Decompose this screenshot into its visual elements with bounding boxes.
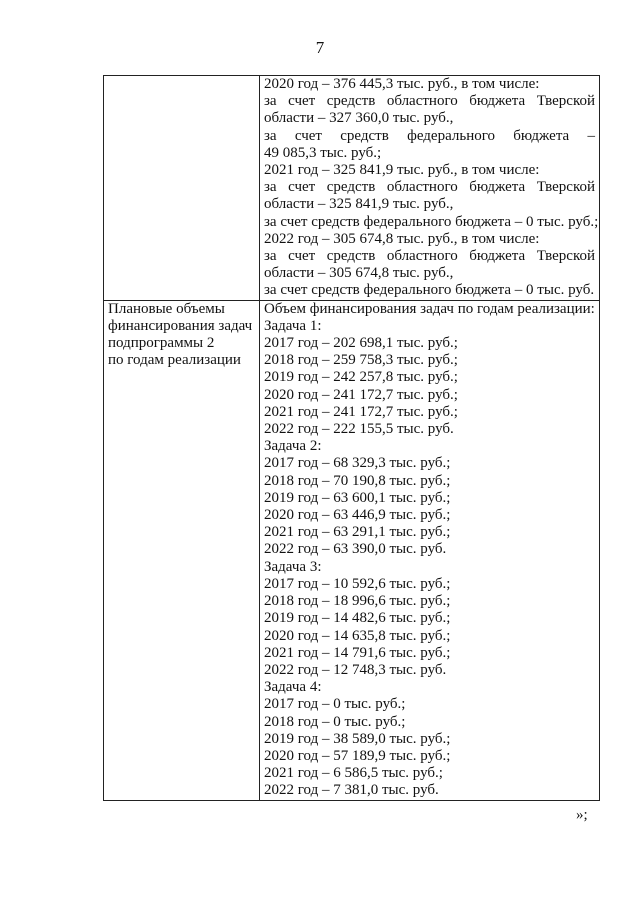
- text-line: области – 325 841,9 тыс. руб.,: [264, 196, 454, 213]
- text-line: 2019 год – 38 589,0 тыс. руб.;: [264, 730, 451, 747]
- text-line: 49 085,3 тыс. руб.;: [264, 144, 382, 161]
- text-line: Задача 2:: [264, 438, 322, 455]
- text-line: 2020 год – 57 189,9 тыс. руб.;: [264, 747, 451, 764]
- text-line: за счет средств федерального бюджета – 0 тыс. руб.: [264, 282, 595, 299]
- text-line: 2019 год – 242 257,8 тыс. руб.;: [264, 369, 458, 386]
- row2-content-cell: [260, 300, 600, 800]
- table-row: [104, 76, 600, 301]
- text-line: подпрограммы 2: [108, 335, 215, 352]
- text-line: 2017 год – 0 тыс. руб.;: [264, 696, 406, 713]
- text-line: 2019 год – 14 482,6 тыс. руб.;: [264, 610, 451, 627]
- text-line: 2022 год – 12 748,3 тыс. руб.: [264, 661, 447, 678]
- text-line: 2021 год – 241 172,7 тыс. руб.;: [264, 403, 458, 420]
- text-line: области – 327 360,0 тыс. руб.,: [264, 110, 454, 127]
- text-line: Плановые объемы: [108, 300, 225, 317]
- text-line: 2022 год – 63 390,0 тыс. руб.: [264, 541, 447, 558]
- text-line: 2018 год – 259 758,3 тыс. руб.;: [264, 352, 458, 369]
- text-line: 2022 год – 222 155,5 тыс. руб.: [264, 421, 454, 438]
- financing-table: [103, 75, 600, 801]
- text-line: 2017 год – 202 698,1 тыс. руб.;: [264, 335, 458, 352]
- text-line: по годам реализации: [108, 352, 241, 369]
- text-line: 2019 год – 63 600,1 тыс. руб.;: [264, 489, 451, 506]
- text-line: 2020 год – 63 446,9 тыс. руб.;: [264, 507, 451, 524]
- row2-label-cell: [104, 300, 260, 800]
- text-line: 2017 год – 68 329,3 тыс. руб.;: [264, 455, 451, 472]
- text-line: финансирования задач: [108, 317, 253, 334]
- text-line: 2018 год – 18 996,6 тыс. руб.;: [264, 593, 451, 610]
- text-line: Объем финансирования задач по годам реализации:: [264, 300, 595, 317]
- row1-label-cell: [104, 76, 260, 301]
- text-line: 2022 год – 7 381,0 тыс. руб.: [264, 782, 439, 799]
- text-line: за счет средств федерального бюджета – 0 тыс. руб.;: [264, 213, 599, 230]
- text-line: Задача 3:: [264, 558, 322, 575]
- text-line: за счет средств областного бюджета Тверской: [264, 248, 595, 265]
- table-row: [104, 300, 600, 800]
- page-number: 7: [315, 38, 325, 57]
- text-line: за счет средств федерального бюджета –: [264, 127, 595, 144]
- text-line: 2020 год – 14 635,8 тыс. руб.;: [264, 627, 451, 644]
- closing-quote-mark: »;: [576, 807, 588, 823]
- text-line: 2021 год – 325 841,9 тыс. руб., в том числе:: [264, 162, 540, 179]
- text-line: 2021 год – 6 586,5 тыс. руб.;: [264, 765, 443, 782]
- text-line: за счет средств областного бюджета Тверской: [264, 93, 595, 110]
- text-line: 2018 год – 70 190,8 тыс. руб.;: [264, 472, 451, 489]
- row1-content-cell: [260, 76, 600, 301]
- text-line: Задача 1:: [264, 317, 322, 334]
- text-line: области – 305 674,8 тыс. руб.,: [264, 265, 454, 282]
- text-line: 2018 год – 0 тыс. руб.;: [264, 713, 406, 730]
- text-line: 2020 год – 376 445,3 тыс. руб., в том числе:: [264, 76, 540, 92]
- text-line: 2022 год – 305 674,8 тыс. руб., в том числе:: [264, 230, 540, 247]
- text-line: 2021 год – 14 791,6 тыс. руб.;: [264, 644, 451, 661]
- text-line: 2021 год – 63 291,1 тыс. руб.;: [264, 524, 451, 541]
- text-line: 2017 год – 10 592,6 тыс. руб.;: [264, 575, 451, 592]
- text-line: Задача 4:: [264, 679, 322, 696]
- text-line: 2020 год – 241 172,7 тыс. руб.;: [264, 386, 458, 403]
- text-line: за счет средств областного бюджета Тверской: [264, 179, 595, 196]
